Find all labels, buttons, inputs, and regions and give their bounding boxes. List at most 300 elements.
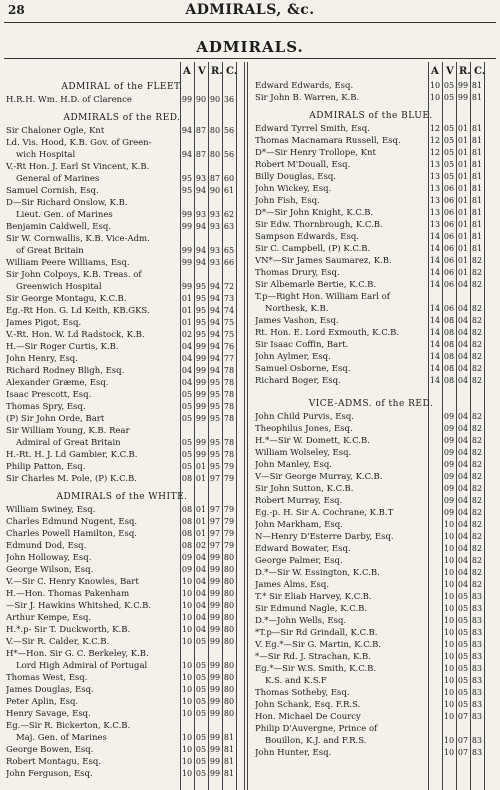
officer-name: D*—Sir Henry Trollope, Knt <box>255 148 376 158</box>
officer-name: Samuel Osborne, Esq. <box>255 364 351 374</box>
rank-rear-year: 04 <box>457 508 469 517</box>
rank-captain-year: 81 <box>471 136 483 145</box>
rank-rear-year: 04 <box>457 532 469 541</box>
rank-admiral-year: 08 <box>181 474 193 483</box>
officer-row <box>6 125 238 137</box>
rank-vice-year: 10 <box>443 640 455 649</box>
officer-row <box>255 195 487 207</box>
rank-admiral-year: 12 <box>429 148 441 157</box>
rank-rear-year: 04 <box>457 496 469 505</box>
officer-row <box>6 449 238 461</box>
rank-rear-year: 04 <box>457 448 469 457</box>
officer-row <box>6 612 238 624</box>
rank-rear-year: 94 <box>209 366 221 375</box>
officer-name: Sir C. Campbell, (P) K.C.B. <box>255 244 371 254</box>
right-column <box>255 80 487 759</box>
rank-vice-year: 05 <box>195 769 207 778</box>
rank-vice-year: 08 <box>443 364 455 373</box>
rank-vice-year: 99 <box>195 438 207 447</box>
rank-vice-year: 05 <box>443 93 455 102</box>
rank-rear-year: 99 <box>209 709 221 718</box>
rank-vice-year: 01 <box>195 505 207 514</box>
officer-row <box>255 147 487 159</box>
rank-vice-year: 06 <box>443 244 455 253</box>
rank-captain-year: 83 <box>471 604 483 613</box>
rank-rear-year: 01 <box>457 172 469 181</box>
rank-vice-year: 06 <box>443 184 455 193</box>
officer-name: of Great Britain <box>16 246 84 256</box>
officer-row <box>6 161 238 173</box>
rank-rear-year: 99 <box>209 577 221 586</box>
rank-admiral-year: 10 <box>181 613 193 622</box>
rank-captain-year: 60 <box>223 174 235 183</box>
rank-rear-year: 04 <box>457 424 469 433</box>
officer-name: James Douglas, Esq. <box>6 685 94 695</box>
rank-admiral-year: 13 <box>429 208 441 217</box>
rank-rear-year: 99 <box>209 553 221 562</box>
center-rule <box>244 62 245 790</box>
rank-vice-year: 05 <box>195 661 207 670</box>
officer-name: Arthur Kempe, Esq. <box>6 613 92 623</box>
header-rule <box>4 22 496 23</box>
rank-vice-year: 99 <box>195 354 207 363</box>
rank-admiral-year: 10 <box>429 93 441 102</box>
rank-captain-year: 81 <box>223 745 235 754</box>
rank-captain-year: 82 <box>471 280 483 289</box>
rank-captain-year: 78 <box>223 414 235 423</box>
officer-row <box>6 437 238 449</box>
rank-admiral-year: 08 <box>181 529 193 538</box>
rank-captain-year: 36 <box>223 95 235 104</box>
rank-admiral-year: 14 <box>429 376 441 385</box>
rank-rear-year: 04 <box>457 340 469 349</box>
rank-admiral-year: 04 <box>181 366 193 375</box>
rank-rear-year: 07 <box>457 736 469 745</box>
rank-vice-year: 04 <box>195 613 207 622</box>
officer-name: Eg.-p. H. Sir A. Cochrane, K.B.T <box>255 508 394 518</box>
officer-row <box>255 711 487 723</box>
rank-captain-year: 79 <box>223 529 235 538</box>
officer-name: George Wilson, Esq. <box>6 565 94 575</box>
officer-name: Billy Douglas, Esq. <box>255 172 337 182</box>
officer-row <box>255 699 487 711</box>
rank-admiral-year: 14 <box>429 316 441 325</box>
rank-rear-year: 99 <box>209 625 221 634</box>
rank-admiral-year: 99 <box>181 246 193 255</box>
rank-captain-year: 83 <box>471 748 483 757</box>
rank-captain-year: 75 <box>223 330 235 339</box>
rank-vice-year: 06 <box>443 232 455 241</box>
rank-captain-year: 82 <box>471 448 483 457</box>
officer-name: John Markham, Esq. <box>255 520 343 530</box>
rank-captain-year: 82 <box>471 316 483 325</box>
rank-rear-year: 01 <box>457 148 469 157</box>
rank-rear-year: 05 <box>457 592 469 601</box>
rank-captain-year: 83 <box>471 616 483 625</box>
officer-row <box>255 351 487 363</box>
rank-rear-year: 05 <box>457 652 469 661</box>
rank-captain-year: 83 <box>471 736 483 745</box>
rank-captain-year: 75 <box>223 318 235 327</box>
rank-rear-year: 99 <box>209 685 221 694</box>
officer-row <box>6 636 238 648</box>
rank-rear-year: 05 <box>457 676 469 685</box>
officer-name: James Pigot, Esq. <box>6 318 82 328</box>
rank-rear-year: 97 <box>209 529 221 538</box>
rank-rear-year: 95 <box>209 390 221 399</box>
rank-rear-year: 99 <box>209 661 221 670</box>
rank-captain-year: 61 <box>223 186 235 195</box>
rank-rear-year: 04 <box>457 316 469 325</box>
rank-rear-year: 99 <box>209 565 221 574</box>
rank-rear-year: 01 <box>457 136 469 145</box>
rank-rear-year: 90 <box>209 95 221 104</box>
officer-row <box>255 507 487 519</box>
officer-name: Sir John Sutton, K.C.B. <box>255 484 354 494</box>
officer-row <box>255 459 487 471</box>
officer-row <box>255 735 487 747</box>
rank-captain-year: 83 <box>471 640 483 649</box>
rank-admiral-year: 14 <box>429 244 441 253</box>
officer-name: John Aylmer, Esq. <box>255 352 331 362</box>
officer-name: (P) Sir John Orde, Bart <box>6 414 105 424</box>
officer-row <box>6 425 238 437</box>
officer-name: Greenwich Hospital <box>16 282 102 292</box>
rank-rear-year: 94 <box>209 354 221 363</box>
col-head-r: R. <box>211 66 223 77</box>
rank-vice-year: 95 <box>195 306 207 315</box>
rank-admiral-year: 05 <box>181 450 193 459</box>
officer-row <box>6 684 238 696</box>
rank-vice-year: 10 <box>443 736 455 745</box>
officer-row <box>255 675 487 687</box>
rank-vice-year: 09 <box>443 472 455 481</box>
rank-rear-year: 93 <box>209 222 221 231</box>
rank-vice-year: 10 <box>443 664 455 673</box>
rank-rear-year: 04 <box>457 364 469 373</box>
officer-name: D*—Sir John Knight, K.C.B. <box>255 208 374 218</box>
rank-admiral-year: 14 <box>429 232 441 241</box>
rank-rear-year: 01 <box>457 220 469 229</box>
officer-row <box>6 137 238 149</box>
rank-vice-year: 10 <box>443 628 455 637</box>
section-heading: ADMIRALS of the BLUE. <box>309 111 433 121</box>
rank-captain-year: 81 <box>223 757 235 766</box>
rank-admiral-year: 04 <box>181 342 193 351</box>
rank-rear-year: 01 <box>457 232 469 241</box>
officer-row <box>255 231 487 243</box>
officer-name: Sir George Montagu, K.C.B. <box>6 294 127 304</box>
rank-captain-year: 83 <box>471 664 483 673</box>
officer-row <box>6 672 238 684</box>
rank-vice-year: 08 <box>443 352 455 361</box>
officer-name: Edward Edwards, Esq. <box>255 81 354 91</box>
rank-vice-year: 95 <box>195 282 207 291</box>
rank-vice-year: 05 <box>195 673 207 682</box>
officer-name: Henry Savage, Esq. <box>6 709 91 719</box>
officer-name: H.-Rt. H. J. Ld Gambier, K.C.B. <box>6 450 138 460</box>
rank-rear-year: 04 <box>457 460 469 469</box>
rank-rear-year: 97 <box>209 517 221 526</box>
rank-vice-year: 05 <box>443 81 455 90</box>
rank-vice-year: 08 <box>443 340 455 349</box>
officer-row <box>255 483 487 495</box>
officer-row <box>255 531 487 543</box>
officer-row <box>255 219 487 231</box>
rank-rear-year: 97 <box>209 541 221 550</box>
officer-name: Ld. Vis. Hood, K.B. Gov. of Green- <box>6 138 152 148</box>
rank-rear-year: 99 <box>209 697 221 706</box>
officer-name: Robert M'Douall, Esq. <box>255 160 351 170</box>
officer-name: Hon. Michael De Courcy <box>255 712 361 722</box>
rank-captain-year: 80 <box>223 685 235 694</box>
rank-admiral-year: 99 <box>181 282 193 291</box>
rank-captain-year: 83 <box>471 688 483 697</box>
officer-row <box>255 303 487 315</box>
rank-vice-year: 09 <box>443 484 455 493</box>
rank-captain-year: 82 <box>471 304 483 313</box>
rank-captain-year: 80 <box>223 625 235 634</box>
rank-rear-year: 04 <box>457 544 469 553</box>
officer-name: James Vashon, Esq. <box>255 316 339 326</box>
officer-name: V.—Sir R. Calder, K.C.B. <box>6 637 110 647</box>
rank-vice-year: 04 <box>195 565 207 574</box>
officer-row <box>255 555 487 567</box>
officer-row <box>255 171 487 183</box>
officer-name: Lord High Admiral of Portugal <box>16 661 148 671</box>
rank-rear-year: 05 <box>457 640 469 649</box>
rank-admiral-year: 09 <box>181 565 193 574</box>
officer-name: Eg.—Sir R. Bickerton, K.C.B. <box>6 721 131 731</box>
rank-vice-year: 10 <box>443 556 455 565</box>
rank-captain-year: 65 <box>223 246 235 255</box>
officer-name: wich Hospital <box>16 150 76 160</box>
officer-name: John Hunter, Esq. <box>255 748 332 758</box>
officer-name: H.—Sir Roger Curtis, K.B. <box>6 342 119 352</box>
rank-vice-year: 94 <box>195 246 207 255</box>
rank-captain-year: 82 <box>471 268 483 277</box>
officer-row <box>255 495 487 507</box>
rank-admiral-year: 10 <box>181 577 193 586</box>
officer-name: William Wolseley, Esq. <box>255 448 352 458</box>
rank-vice-year: 05 <box>195 685 207 694</box>
title-rule <box>4 58 496 59</box>
officer-row <box>6 461 238 473</box>
officer-name: James Alms, Esq. <box>255 580 330 590</box>
page-title: ADMIRALS. <box>196 38 304 56</box>
rank-admiral-year: 13 <box>429 196 441 205</box>
rank-admiral-year: 94 <box>181 126 193 135</box>
rank-admiral-year: 08 <box>181 541 193 550</box>
rank-vice-year: 06 <box>443 256 455 265</box>
rank-admiral-year: 13 <box>429 184 441 193</box>
rank-admiral-year: 08 <box>181 517 193 526</box>
rank-rear-year: 05 <box>457 616 469 625</box>
rank-captain-year: 81 <box>471 148 483 157</box>
rank-captain-year: 81 <box>471 196 483 205</box>
rank-vice-year: 06 <box>443 280 455 289</box>
officer-row <box>6 756 238 768</box>
rank-rear-year: 01 <box>457 124 469 133</box>
officer-row <box>6 281 238 293</box>
rank-admiral-year: 10 <box>429 81 441 90</box>
officer-row <box>6 660 238 672</box>
officer-name: K.S. and K.S.F <box>265 676 327 686</box>
officer-row <box>6 233 238 245</box>
officer-row <box>255 291 487 303</box>
rank-vice-year: 08 <box>443 316 455 325</box>
officer-row <box>255 123 487 135</box>
officer-name: Edward Tyrrel Smith, Esq. <box>255 124 370 134</box>
rank-captain-year: 82 <box>471 508 483 517</box>
rank-rear-year: 95 <box>209 414 221 423</box>
rank-vice-year: 09 <box>443 412 455 421</box>
rank-admiral-year: 10 <box>181 685 193 694</box>
officer-name: VN*—Sir James Saumarez, K.B. <box>255 256 392 266</box>
rank-rear-year: 94 <box>209 294 221 303</box>
officer-name: Sir Chaloner Ogle, Knt <box>6 126 105 136</box>
officer-name: Eg.-Rt Hon. G. Ld Keith, KB.GKS. <box>6 306 150 316</box>
rank-admiral-year: 08 <box>181 505 193 514</box>
rank-vice-year: 10 <box>443 616 455 625</box>
rank-captain-year: 78 <box>223 366 235 375</box>
rank-vice-year: 10 <box>443 604 455 613</box>
rank-rear-year: 04 <box>457 520 469 529</box>
rank-captain-year: 82 <box>471 520 483 529</box>
officer-row <box>255 603 487 615</box>
officer-name: H.*—Sir W. Domett, K.C.B. <box>255 436 370 446</box>
officer-row <box>255 375 487 387</box>
officer-name: Peter Aplin, Esq. <box>6 697 79 707</box>
rank-captain-year: 82 <box>471 340 483 349</box>
rank-admiral-year: 99 <box>181 258 193 267</box>
officer-name: Benjamin Caldwell, Esq. <box>6 222 111 232</box>
officer-name: General of Marines <box>16 174 100 184</box>
rank-vice-year: 10 <box>443 712 455 721</box>
officer-row <box>255 567 487 579</box>
officer-name: John Wickey, Esq. <box>255 184 332 194</box>
rank-admiral-year: 09 <box>181 553 193 562</box>
rank-vice-year: 06 <box>443 220 455 229</box>
rank-vice-year: 10 <box>443 580 455 589</box>
rank-vice-year: 10 <box>443 676 455 685</box>
rank-rear-year: 99 <box>457 81 469 90</box>
officer-name: D.*—Sir W. Essington, K.C.B. <box>255 568 380 578</box>
rank-rear-year: 04 <box>457 472 469 481</box>
officer-row <box>6 624 238 636</box>
officer-name: Sir William Young, K.B. Rear <box>6 426 130 436</box>
rank-vice-year: 04 <box>195 577 207 586</box>
rank-captain-year: 80 <box>223 661 235 670</box>
rank-captain-year: 81 <box>223 769 235 778</box>
rank-admiral-year: 13 <box>429 172 441 181</box>
officer-row <box>255 243 487 255</box>
rank-admiral-year: 01 <box>181 306 193 315</box>
officer-row <box>6 365 238 377</box>
officer-row <box>6 576 238 588</box>
officer-row <box>255 183 487 195</box>
rank-admiral-year: 14 <box>429 328 441 337</box>
officer-name: John Holloway, Esq. <box>6 553 92 563</box>
rank-rear-year: 90 <box>209 186 221 195</box>
officer-row <box>255 135 487 147</box>
rank-captain-year: 83 <box>471 712 483 721</box>
rank-admiral-year: 13 <box>429 220 441 229</box>
rank-rear-year: 01 <box>457 268 469 277</box>
rank-captain-year: 81 <box>471 172 483 181</box>
rank-admiral-year: 05 <box>181 414 193 423</box>
officer-row <box>6 708 238 720</box>
rank-captain-year: 81 <box>471 93 483 102</box>
rank-rear-year: 01 <box>457 160 469 169</box>
rank-rear-year: 04 <box>457 568 469 577</box>
rank-admiral-year: 10 <box>181 769 193 778</box>
rank-vice-year: 09 <box>443 460 455 469</box>
rank-captain-year: 81 <box>471 160 483 169</box>
rank-captain-year: 82 <box>471 484 483 493</box>
officer-row <box>255 615 487 627</box>
officer-row <box>255 411 487 423</box>
rank-vice-year: 05 <box>443 148 455 157</box>
officer-name: Lieut. Gen. of Marines <box>16 210 113 220</box>
officer-row <box>255 543 487 555</box>
officer-name: Sir Charles M. Pole, (P) K.C.B. <box>6 474 137 484</box>
rank-rear-year: 87 <box>209 174 221 183</box>
rank-captain-year: 82 <box>471 496 483 505</box>
rank-vice-year: 09 <box>443 436 455 445</box>
rank-vice-year: 05 <box>195 733 207 742</box>
rank-captain-year: 83 <box>471 700 483 709</box>
officer-row <box>6 209 238 221</box>
officer-name: Admiral of Great Britain <box>16 438 121 448</box>
officer-row <box>6 540 238 552</box>
center-rule <box>247 62 248 790</box>
rank-rear-year: 05 <box>457 664 469 673</box>
officer-row <box>6 413 238 425</box>
officer-row <box>255 315 487 327</box>
officer-name: *—Sir Rd. J. Strachan, K.B. <box>255 652 372 662</box>
officer-row <box>255 327 487 339</box>
rank-vice-year: 10 <box>443 592 455 601</box>
officer-name: John Ferguson, Esq. <box>6 769 93 779</box>
rank-admiral-year: 05 <box>181 462 193 471</box>
rank-captain-year: 79 <box>223 541 235 550</box>
rank-captain-year: 56 <box>223 126 235 135</box>
rank-vice-year: 10 <box>443 568 455 577</box>
rank-rear-year: 04 <box>457 352 469 361</box>
rank-captain-year: 80 <box>223 601 235 610</box>
rank-rear-year: 01 <box>457 244 469 253</box>
rank-admiral-year: 14 <box>429 352 441 361</box>
officer-name: Maj. Gen. of Marines <box>16 733 107 743</box>
rank-admiral-year: 10 <box>181 601 193 610</box>
rank-captain-year: 83 <box>471 676 483 685</box>
rank-rear-year: 05 <box>457 700 469 709</box>
rank-admiral-year: 95 <box>181 174 193 183</box>
rank-vice-year: 04 <box>195 589 207 598</box>
officer-name: Charles Edmund Nugent, Esq. <box>6 517 138 527</box>
officer-row <box>6 305 238 317</box>
rank-vice-year: 06 <box>443 304 455 313</box>
rank-rear-year: 93 <box>209 210 221 219</box>
rank-admiral-year: 04 <box>181 378 193 387</box>
officer-name: Sampson Edwards, Esq. <box>255 232 360 242</box>
rank-vice-year: 09 <box>443 424 455 433</box>
rank-rear-year: 04 <box>457 280 469 289</box>
rank-vice-year: 09 <box>443 508 455 517</box>
officer-row <box>255 267 487 279</box>
officer-name: Philip D'Auvergne, Prince of <box>255 724 378 734</box>
